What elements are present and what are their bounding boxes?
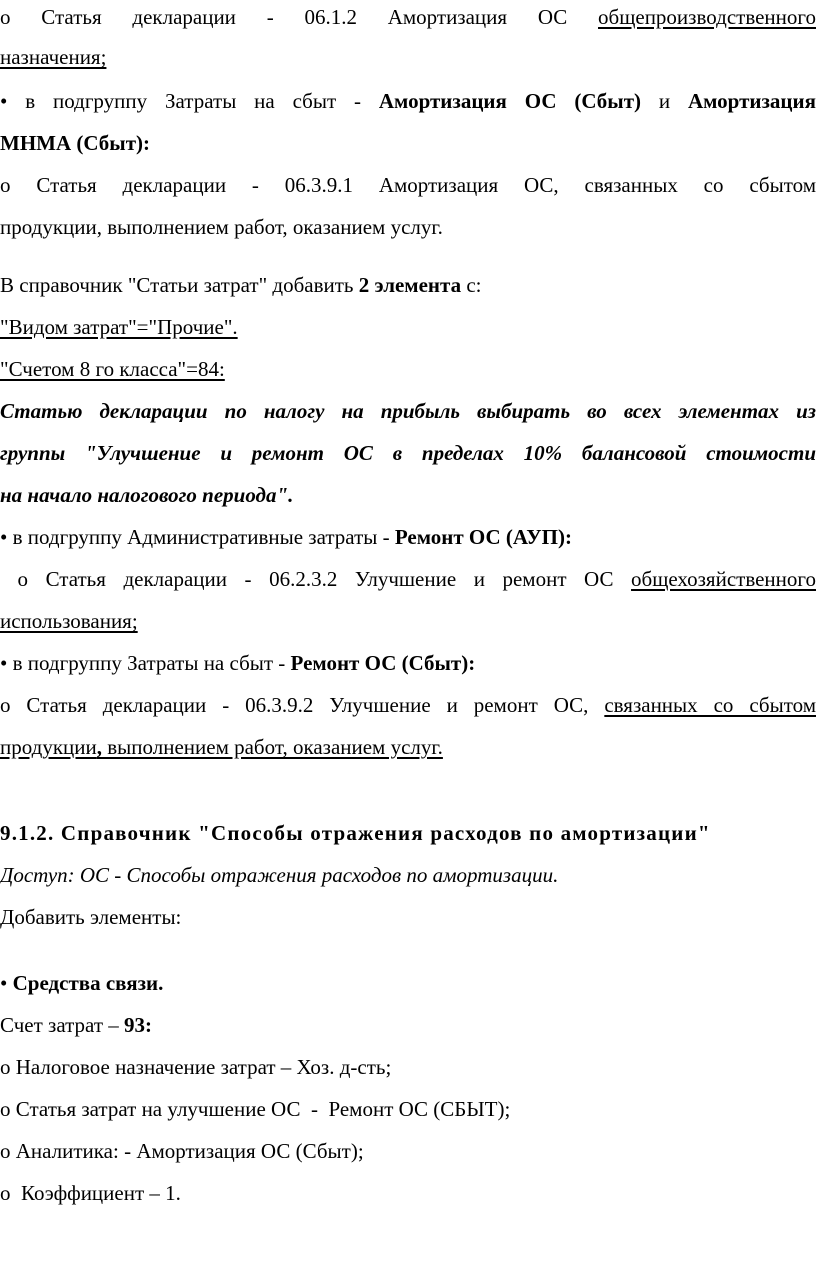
underlined-text: использования; — [0, 609, 138, 633]
access-path: Доступ: ОС - Способы отражения расходов по амортизации. — [0, 863, 559, 887]
line-cost-account — [0, 1012, 816, 1038]
underlined-text: общехозяйственного — [631, 567, 816, 591]
line-tax-purpose: o Налоговое назначение затрат – Хоз. д-сть; — [0, 1055, 392, 1079]
line-directory-add — [0, 272, 816, 298]
underlined-text: продукции — [0, 735, 97, 759]
bold-text: Ремонт ОС (АУП): — [394, 525, 572, 549]
line-analytics: o Аналитика: - Амортизация ОС (Сбыт); — [0, 1139, 364, 1163]
bold-italic-text: на начало налогового периода". — [0, 483, 294, 507]
add-elements-label: Добавить элементы: — [0, 905, 182, 929]
section-heading: 9.1.2. Справочник "Способы отражения расходов по амортизации" — [0, 821, 711, 845]
line-cost-item: o Статья затрат на улучшение ОС - Ремонт ОС (СБЫТ); — [0, 1097, 511, 1121]
text: Счет затрат – — [0, 1013, 125, 1037]
underlined-text: , — [96, 735, 102, 759]
line-article-06-3-9-1 — [0, 172, 816, 198]
text: продукции, выполнением работ, оказанием услуг. — [0, 215, 443, 239]
bold-text: 2 элемента — [358, 273, 462, 297]
bold-text: МНМА (Сбыт): — [0, 131, 151, 155]
bold-italic-text: группы "Улучшение и ремонт ОС в пределах 10% балансовой стоимости — [0, 441, 816, 465]
bold-text: Амортизация ОС (Сбыт) — [378, 89, 641, 113]
line-sales-subgroup — [0, 88, 816, 114]
line-article-06-3-9-2 — [0, 692, 816, 718]
underlined-text: выполнением работ, оказанием услуг. — [102, 735, 443, 759]
line-mnma — [0, 130, 816, 156]
text: • в подгруппу Административные затраты - — [0, 525, 395, 549]
text: o Статья декларации - 06.3.9.2 Улучшение и ремонт ОС, — [0, 693, 589, 717]
bullet-icon: • — [0, 971, 13, 995]
bold-text: 93: — [124, 1013, 153, 1037]
line-tax-article-group — [0, 440, 816, 466]
line-article-06-1-2 — [0, 4, 816, 30]
bold-text: Средства связи. — [12, 971, 164, 995]
text: o Статья декларации - 06.1.2 Амортизация ОС — [0, 5, 568, 29]
line-tax-period — [0, 482, 816, 508]
line-tax-article-note — [0, 398, 816, 424]
underlined-text: "Видом затрат"="Прочие". — [0, 315, 238, 339]
text: • в подгруппу Затраты на сбыт - — [0, 651, 291, 675]
underlined-text: "Счетом 8 го класса"=84: — [0, 357, 225, 381]
underlined-text: связанных со сбытом — [604, 693, 816, 717]
line-coefficient: o Коэффициент – 1. — [0, 1181, 181, 1205]
text: В справочник "Статьи затрат" добавить — [0, 273, 359, 297]
text: • в подгруппу Затраты на сбыт - — [0, 89, 379, 113]
line-sales-repair-subgroup — [0, 650, 816, 676]
underlined-text: общепроизводственного — [598, 5, 816, 29]
text: и — [641, 89, 688, 113]
line-account-class — [0, 356, 816, 382]
bullet-communication — [0, 970, 816, 996]
line-usage — [0, 608, 816, 634]
bold-text: Ремонт ОС (Сбыт): — [290, 651, 476, 675]
line-admin-subgroup — [0, 524, 816, 550]
text: с: — [461, 273, 482, 297]
bold-text: Амортизация — [687, 89, 816, 113]
line-products-services — [0, 734, 816, 760]
line-cost-type — [0, 314, 816, 340]
line-article-06-2-3-2 — [0, 566, 816, 592]
line-products — [0, 214, 816, 240]
underlined-text: назначения; — [0, 45, 107, 69]
text: o Статья декларации - 06.2.3.2 Улучшение и ремонт ОС — [0, 567, 614, 591]
bold-italic-text: Статью декларации по налогу на прибыль выбирать во всех элементах из — [0, 399, 816, 423]
text: o Статья декларации - 06.3.9.1 Амортизация ОС, связанных со сбытом — [0, 173, 816, 197]
line-purpose — [0, 44, 816, 70]
